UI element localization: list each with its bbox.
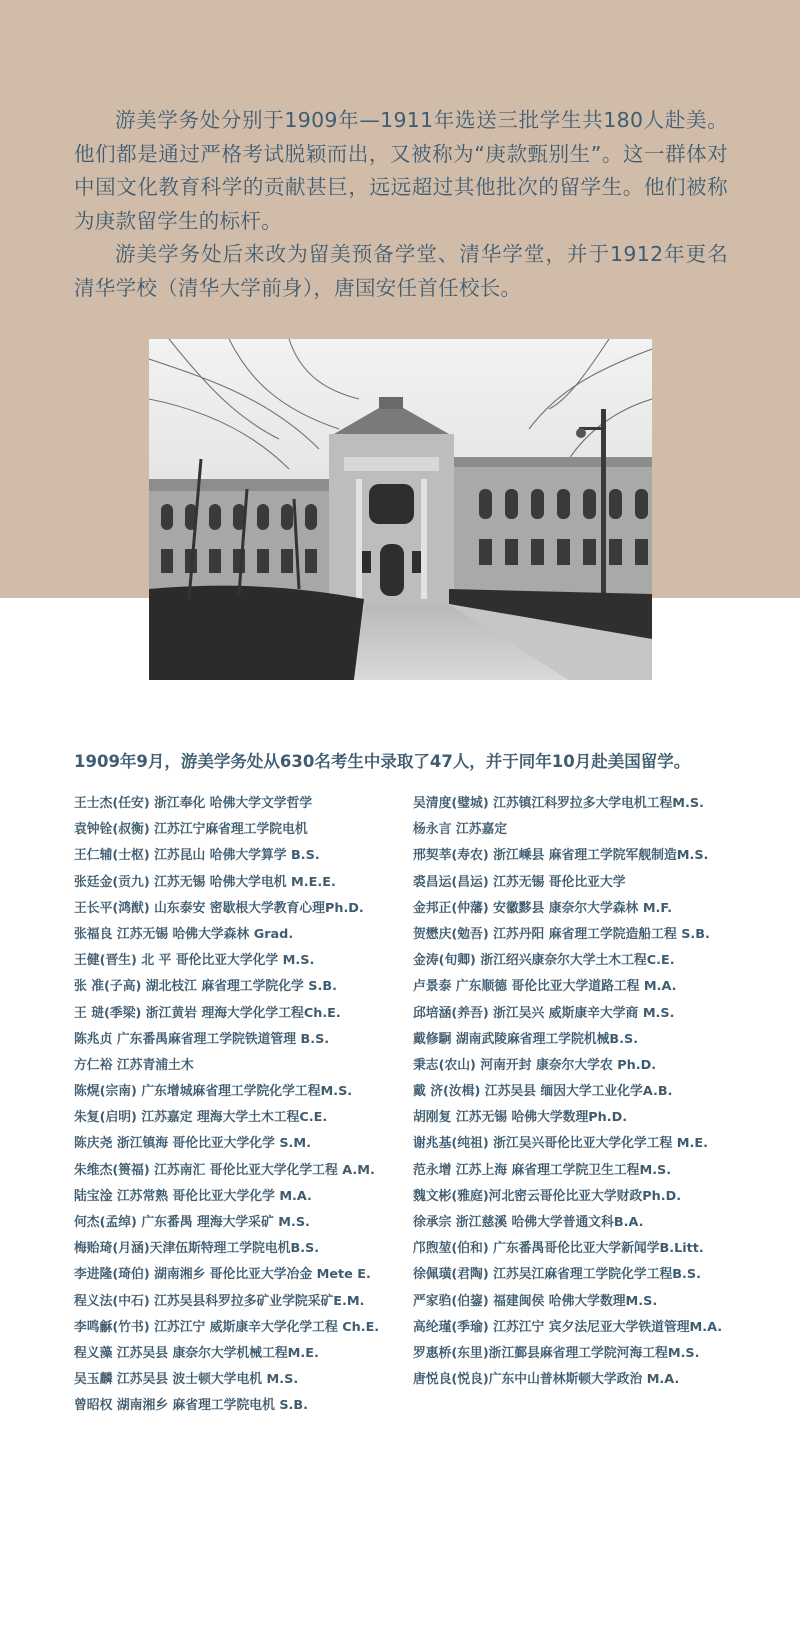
student-entry: 王长平(鸿猷) 山东泰安 密歇根大学教育心理Ph.D.	[74, 900, 364, 916]
student-entry: 王仁辅(士枢) 江苏昆山 哈佛大学算学 B.S.	[74, 848, 320, 864]
student-entry: 吴玉麟 江苏吴县 波士顿大学电机 M.S.	[74, 1372, 299, 1388]
student-entry: 陆宝淦 江苏常熟 哥伦比亚大学化学 M.A.	[74, 1188, 312, 1204]
student-entry: 秉志(农山) 河南开封 康奈尔大学农 Ph.D.	[413, 1057, 657, 1073]
student-entry: 程义藻 江苏吴县 康奈尔大学机械工程M.E.	[74, 1345, 319, 1361]
intro-paragraph-2: 游美学务处后来改为留美预备学堂、清华学堂，并于1912年更名清华学校（清华大学前身），唐国安任首任校长。	[74, 242, 728, 300]
student-entry: 裘昌运(昌运) 江苏无锡 哥伦比亚大学	[413, 874, 626, 890]
student-entry: 陈熀(宗南) 广东增城麻省理工学院化学工程M.S.	[74, 1084, 353, 1100]
historic-building-photo	[149, 339, 652, 680]
student-entry: 王士杰(任安) 浙江奉化 哈佛大学文学哲学	[74, 796, 313, 811]
student-entry: 陈兆贞 广东番禺麻省理工学院铁道管理 B.S.	[74, 1031, 330, 1047]
student-entry: 戴 济(汝楫) 江苏吴县 缅因大学工业化学A.B.	[413, 1084, 673, 1100]
student-entry: 邢契莘(寿农) 浙江嵊县 麻省理工学院军舰制造M.S.	[413, 848, 709, 864]
student-entry: 梅贻琦(月涵)天津伍斯特理工学院电机B.S.	[74, 1241, 320, 1257]
student-entry: 程义法(中石) 江苏吴县科罗拉多矿业学院采矿E.M.	[74, 1293, 365, 1309]
student-entry: 何杰(孟绰) 广东番禺 理海大学采矿 M.S.	[74, 1215, 310, 1230]
student-entry: 邱培涵(养吾) 浙江吴兴 威斯康辛大学商 M.S.	[413, 1005, 675, 1021]
student-entry: 王 琎(季梁) 浙江黄岩 理海大学化学工程Ch.E.	[74, 1005, 341, 1021]
intro-text	[74, 104, 728, 305]
student-entry: 方仁裕 江苏青浦土木	[74, 1057, 194, 1073]
student-entry: 金涛(旬卿) 浙江绍兴康奈尔大学土木工程C.E.	[413, 953, 675, 969]
student-entry: 谢兆基(纯祖) 浙江吴兴哥伦比亚大学化学工程 M.E.	[413, 1136, 708, 1152]
student-entry: 朱复(启明) 江苏嘉定 理海大学土木工程C.E.	[74, 1110, 328, 1126]
student-entry: 杨永言 江苏嘉定	[413, 822, 508, 838]
student-entry: 严家驺(伯鋆) 福建闽侯 哈佛大学数理M.S.	[413, 1293, 658, 1309]
student-entry: 邝煦堃(伯和) 广东番禺哥伦比亚大学新闻学B.Litt.	[413, 1241, 704, 1257]
student-entry: 吴清度(璧城) 江苏镇江科罗拉多大学电机工程M.S.	[413, 796, 704, 811]
student-entry: 范永增 江苏上海 麻省理工学院卫生工程M.S.	[413, 1162, 672, 1178]
student-entry: 张福良 江苏无锡 哈佛大学森林 Grad.	[74, 926, 294, 942]
student-entry: 王健(晋生) 北 平 哥伦比亚大学化学 M.S.	[74, 953, 315, 969]
intro-paragraph-1: 游美学务处分别于1909年—1911年选送三批学生共180人赴美。他们都是通过严格考试脱颖而出，又被称为“庚款甄别生”。这一群体对中国文化教育科学的贡献甚巨，远远超过其他批次的留学生。他们被称为庚款留学生的标杆。	[74, 108, 728, 233]
student-entry: 张廷金(贡九) 江苏无锡 哈佛大学电机 M.E.E.	[74, 874, 336, 890]
student-entry: 胡刚复 江苏无锡 哈佛大学数理Ph.D.	[413, 1110, 628, 1126]
student-entry: 高纶瑾(季瑜) 江苏江宁 宾夕法尼亚大学铁道管理M.A.	[413, 1319, 723, 1335]
student-entry: 卢景泰 广东顺德 哥伦比亚大学道路工程 M.A.	[413, 979, 677, 995]
student-entry: 徐承宗 浙江慈溪 哈佛大学普通文科B.A.	[413, 1215, 644, 1230]
admission-heading: 1909年9月，游美学务处从630名考生中录取了47人，并于同年10月赴美国留学。	[74, 752, 691, 771]
student-entry: 罗惠桥(东里)浙江鄞县麻省理工学院河海工程M.S.	[413, 1345, 700, 1361]
student-entry: 李鸣龢(竹书) 江苏江宁 威斯康辛大学化学工程 Ch.E.	[74, 1319, 380, 1335]
student-entry: 金邦正(仲藩) 安徽黟县 康奈尔大学森林 M.F.	[413, 900, 673, 916]
student-entry: 曾昭权 湖南湘乡 麻省理工学院电机 S.B.	[74, 1398, 309, 1414]
student-entry: 魏文彬(雅庭)河北密云哥伦比亚大学财政Ph.D.	[413, 1188, 682, 1204]
student-entry: 陈庆尧 浙江镇海 哥伦比亚大学化学 S.M.	[74, 1136, 311, 1152]
student-entry: 李进隆(琦伯) 湖南湘乡 哥伦比亚大学冶金 Mete E.	[74, 1267, 371, 1283]
student-list-left	[74, 795, 419, 1424]
student-entry: 朱维杰(篑福) 江苏南汇 哥伦比亚大学化学工程 A.M.	[74, 1162, 375, 1178]
student-list-right	[413, 795, 783, 1397]
student-entry: 张 准(子高) 湖北枝江 麻省理工学院化学 S.B.	[74, 979, 337, 995]
student-entry: 唐悦良(悦良)广东中山普林斯顿大学政治 M.A.	[413, 1372, 680, 1388]
student-entry: 袁钟铨(叔衡) 江苏江宁麻省理工学院电机	[74, 822, 308, 838]
student-entry: 徐佩璜(君陶) 江苏吴江麻省理工学院化学工程B.S.	[413, 1267, 701, 1283]
building-photo-icon	[149, 339, 652, 680]
student-entry: 戴修駉 湖南武陵麻省理工学院机械B.S.	[413, 1031, 639, 1047]
student-entry: 贺懋庆(勉吾) 江苏丹阳 麻省理工学院造船工程 S.B.	[413, 926, 710, 942]
